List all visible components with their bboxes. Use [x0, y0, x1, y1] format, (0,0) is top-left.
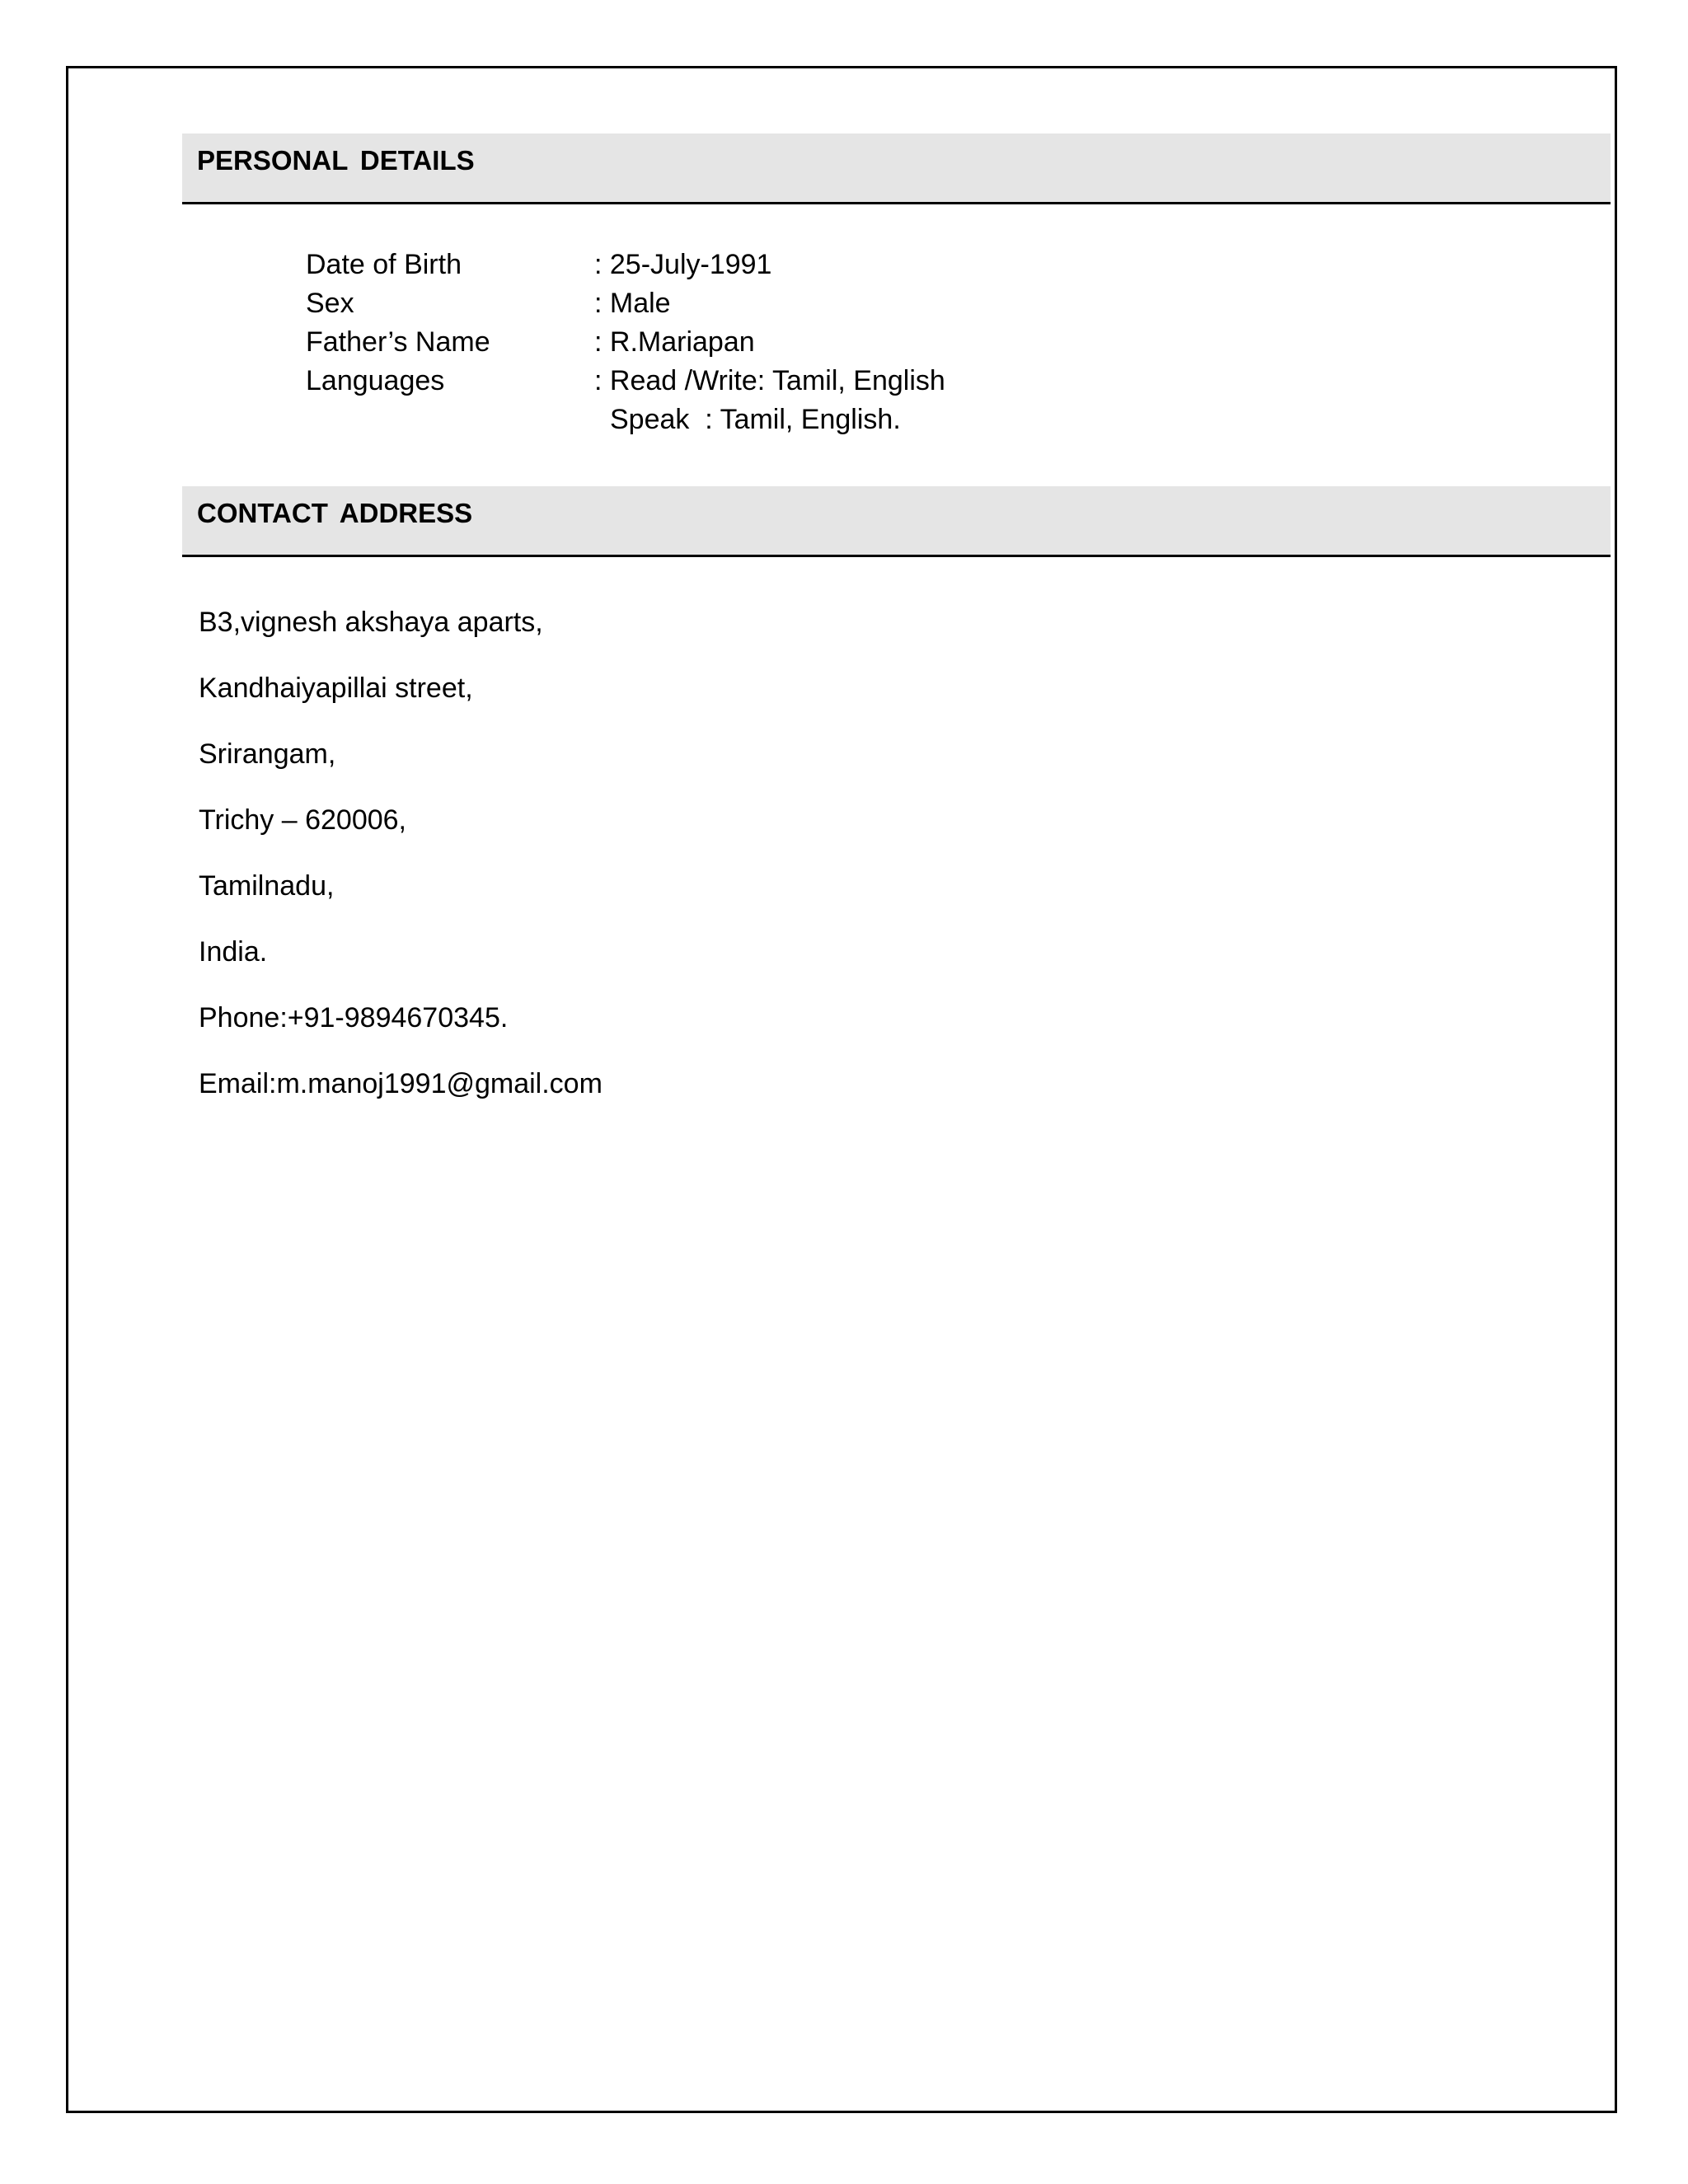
personal-details-list: [306, 246, 945, 439]
email-line: Email:m.manoj1991@gmail.com: [199, 1068, 603, 1099]
phone-line: Phone:+91-9894670345.: [199, 1002, 509, 1033]
address-line: Srirangam,: [199, 738, 336, 770]
personal-details-title: PERSONAL DETAILS: [197, 145, 475, 176]
personal-details-header: [182, 134, 1611, 204]
contact-address-header: [182, 486, 1611, 557]
contact-address-block: [199, 604, 603, 1132]
detail-value: : 25-July-1991: [594, 249, 772, 280]
detail-row-languages: [306, 362, 945, 401]
detail-label: Sex: [306, 288, 354, 319]
detail-value: : R.Mariapan: [594, 326, 755, 358]
detail-value: : Read /Write: Tamil, English: [594, 365, 945, 396]
languages-speak: Speak : Tamil, English.: [610, 404, 901, 435]
detail-label: Date of Birth: [306, 249, 462, 280]
detail-row-sex: [306, 284, 945, 323]
contact-address-title: CONTACT ADDRESS: [197, 498, 473, 528]
address-line: Kandhaiyapillai street,: [199, 673, 473, 704]
address-line: Trichy – 620006,: [199, 804, 406, 836]
address-line: B3,vignesh akshaya aparts,: [199, 607, 543, 638]
detail-label: Father’s Name: [306, 326, 490, 358]
detail-label: Languages: [306, 365, 445, 396]
address-line: Tamilnadu,: [199, 870, 335, 902]
detail-row-fathers-name: [306, 323, 945, 362]
detail-value: : Male: [594, 288, 671, 319]
detail-row-date-of-birth: [306, 246, 945, 284]
address-line: India.: [199, 936, 268, 968]
